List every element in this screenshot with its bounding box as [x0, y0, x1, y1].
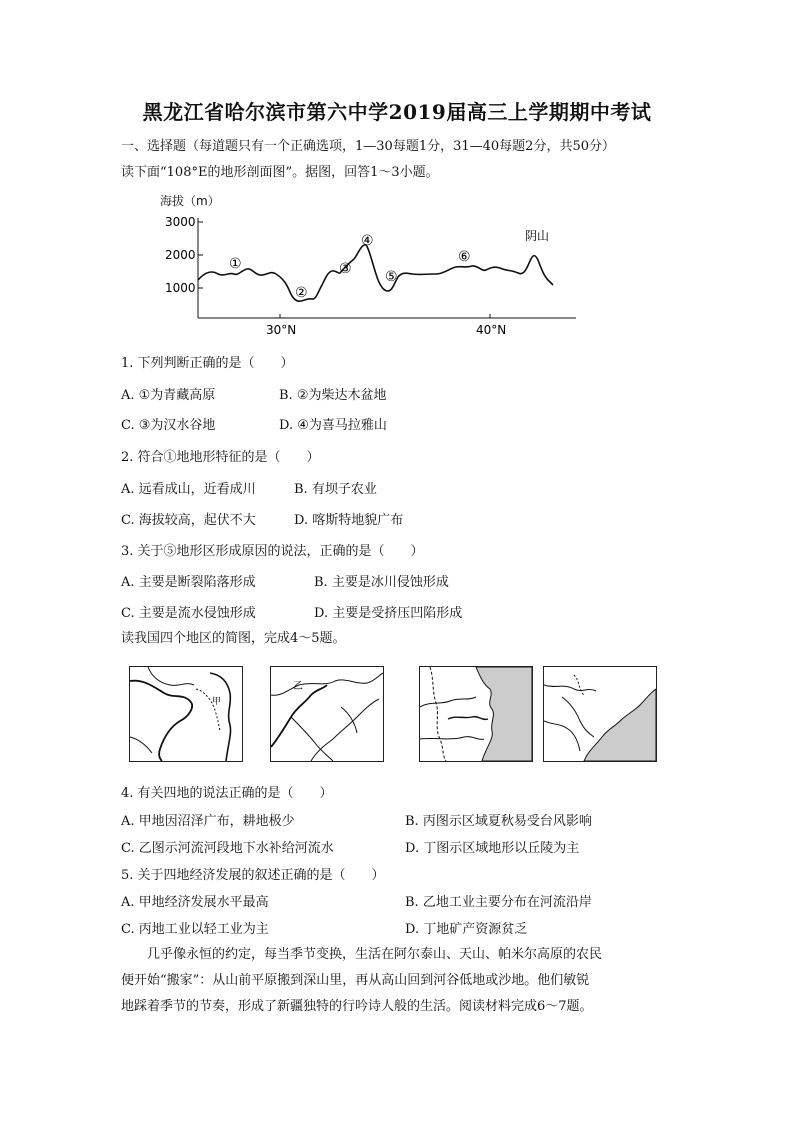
profile-ylabel: 海拔（m）	[160, 194, 220, 208]
option: C. 乙图示河流河段地下水补给河流水	[121, 841, 334, 856]
section-heading: 一、选择题（每道题只有一个正确选项，1—30每题1分，31—40每题2分，共50分）	[121, 139, 615, 154]
page-title: 黑龙江省哈尔滨市第六中学2019届高三上学期期中考试	[142, 100, 652, 124]
question-stem: 5. 关于四地经济发展的叙述正确的是（ ）	[121, 868, 385, 883]
option: B. 有坝子农业	[294, 482, 377, 497]
intro-text: 读下面“108°E的地形剖面图”。据图，回答1～3小题。	[121, 165, 439, 180]
question-stem: 4. 有关四地的说法正确的是（ ）	[121, 786, 333, 801]
option: B. ②为柴达木盆地	[279, 388, 387, 403]
option: C. ③为汉水谷地	[121, 418, 216, 433]
profile-marker: ②	[295, 285, 308, 301]
map-yi	[270, 666, 384, 762]
passage-line: 便开始“搬家”：从山前平原搬到深山里，再从高山回到河谷低地或沙地。他们敏锐	[121, 973, 590, 988]
option: D. 丁地矿产资源贫乏	[405, 922, 528, 937]
profile-marker: ③	[339, 261, 352, 277]
xtick-label: 40°N	[476, 323, 507, 337]
profile-marker: ①	[229, 256, 242, 272]
option: D. 丁图示区域地形以丘陵为主	[405, 841, 580, 856]
terrain-profile-chart	[150, 188, 590, 338]
terrain-profile-line	[198, 245, 553, 301]
option: A. 甲地因沼泽广布，耕地极少	[121, 814, 295, 829]
option: A. 主要是断裂陷落形成	[121, 575, 256, 590]
mountain-label: 阴山	[525, 229, 550, 243]
option: C. 海拔较高，起伏不大	[121, 513, 256, 528]
option: A. ①为青藏高原	[121, 388, 216, 403]
xtick-label: 30°N	[266, 323, 297, 337]
intro-text: 读我国四个地区的简图，完成4～5题。	[121, 631, 346, 646]
map-jia	[129, 666, 243, 762]
option: D. 喀斯特地貌广布	[294, 513, 404, 528]
passage-line: 几乎像永恒的约定，每当季节变换，生活在阿尔泰山、天山、帕米尔高原的农民	[147, 947, 603, 962]
option: A. 远看成山，近看成川	[121, 482, 256, 497]
question-stem: 2. 符合①地地形特征的是（ ）	[121, 450, 320, 465]
profile-marker: ④	[361, 233, 374, 249]
question-stem: 1. 下列判断正确的是（ ）	[121, 356, 294, 371]
profile-marker: ⑤	[385, 269, 398, 285]
option: A. 甲地经济发展水平最高	[121, 895, 269, 910]
profile-marker: ⑥	[458, 249, 471, 265]
option: B. 丙图示区域夏秋易受台风影响	[405, 814, 592, 829]
ytick-label: 1000	[165, 281, 196, 295]
ytick-label: 3000	[165, 215, 196, 229]
question-stem: 3. 关于⑤地形区形成原因的说法，正确的是（ ）	[121, 544, 424, 559]
map-ding	[543, 666, 657, 762]
map-label-jia: 甲	[212, 697, 222, 707]
option: B. 乙地工业主要分布在河流沿岸	[405, 895, 592, 910]
passage-line: 地踩着季节的节奏，形成了新疆独特的行吟诗人般的生活。阅读材料完成6～7题。	[121, 999, 593, 1014]
ytick-label: 2000	[165, 248, 196, 262]
map-label-yi: 乙	[293, 681, 303, 692]
option: B. 主要是冰川侵蚀形成	[314, 575, 449, 590]
option: D. ④为喜马拉雅山	[279, 418, 387, 433]
option: D. 主要是受挤压凹陷形成	[314, 606, 463, 621]
option: C. 丙地工业以轻工业为主	[121, 922, 269, 937]
option: C. 主要是流水侵蚀形成	[121, 606, 256, 621]
map-bing	[419, 666, 533, 762]
